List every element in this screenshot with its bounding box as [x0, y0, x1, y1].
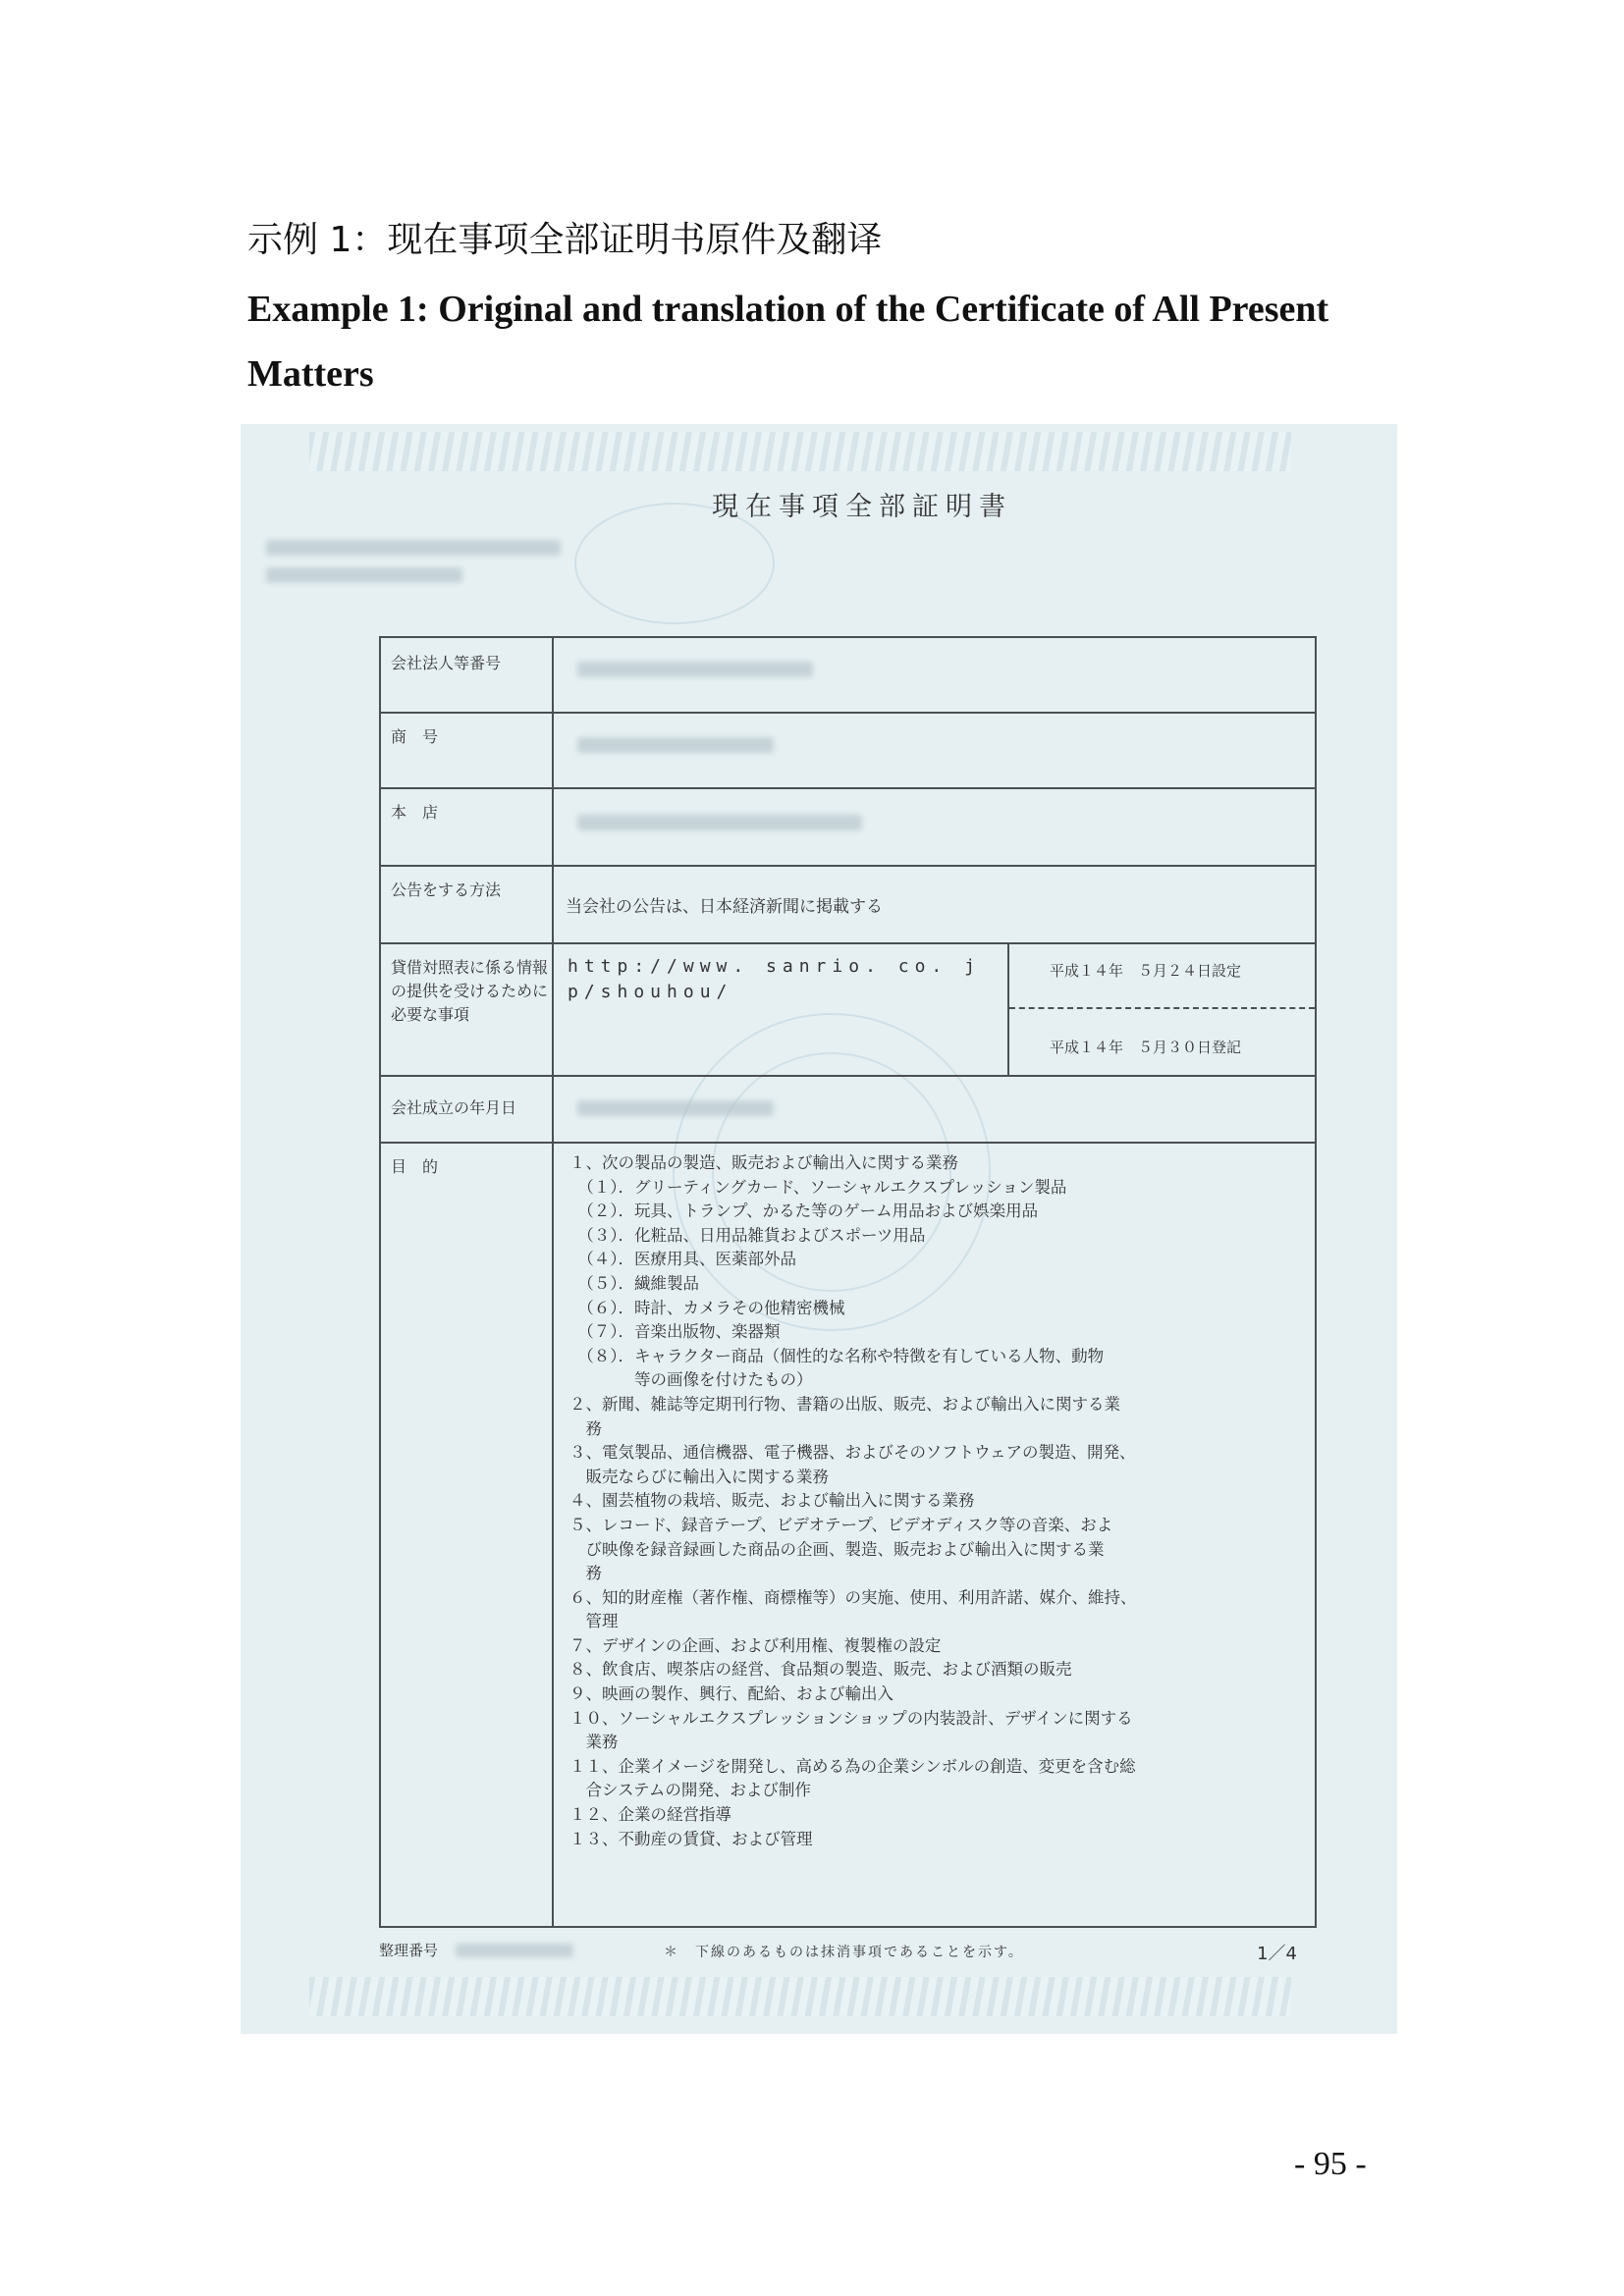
purpose-item: （５）．繊維製品 [569, 1273, 699, 1293]
purpose-item: 合システムの開発、および制作 [569, 1781, 811, 1800]
date-divider [1009, 1007, 1315, 1009]
row-purpose [381, 1142, 1315, 1926]
row-balance-sheet-info [381, 942, 1315, 1077]
decorative-border-top [309, 432, 1291, 471]
label-purpose: 目 的 [381, 1142, 554, 1926]
purpose-item: ８、飲食店、喫茶店の経営、食品類の製造、販売、および酒類の販売 [569, 1660, 1072, 1680]
purpose-item: （３）．化粧品、日用品雑貨およびスポーツ用品 [569, 1225, 926, 1245]
redacted-head-office [577, 815, 862, 830]
purpose-item: １２、企業の経営指導 [569, 1805, 731, 1825]
purpose-item: １、次の製品の製造、販売および輸出入に関する業務 [569, 1153, 958, 1172]
redacted-reference-number [456, 1944, 573, 1957]
purpose-item: び映像を録音録画した商品の企画、製造、販売および輸出入に関する業 [569, 1539, 1105, 1559]
decorative-border-bottom [309, 1977, 1291, 2016]
purpose-list [569, 1151, 1297, 1851]
purpose-item: （２）．玩具、トランプ、かるた等のゲーム用品および娯楽用品 [569, 1201, 1039, 1221]
date-registered: 平成１４年 ５月３０日登記 [1050, 1039, 1242, 1056]
purpose-item: 等の画像を付けたもの） [569, 1370, 813, 1390]
row-head-office [381, 787, 1315, 867]
row-public-notice [381, 865, 1315, 944]
redacted-address [266, 540, 561, 556]
certificate-table [379, 636, 1317, 1928]
redacted-corporate-number [577, 662, 813, 677]
redacted-trade-name [577, 737, 774, 753]
purpose-item: （７）．音楽出版物、楽器類 [569, 1322, 781, 1342]
purpose-item: ２、新聞、雑誌等定期刊行物、書籍の出版、販売、および輸出入に関する業 [569, 1394, 1120, 1414]
certificate-footer [379, 1936, 1317, 1965]
label-trade-name: 商 号 [381, 712, 554, 787]
label-established-date: 会社成立の年月日 [381, 1075, 554, 1142]
purpose-item: 務 [569, 1564, 602, 1583]
purpose-item: ４、園芸植物の栽培、販売、および輸出入に関する業務 [569, 1491, 975, 1511]
row-established-date [381, 1075, 1315, 1144]
heading-chinese: 示例 1：现在事项全部证明书原件及翻译 [247, 220, 883, 260]
row-corporate-number [381, 638, 1315, 714]
certificate-title: 現在事項全部証明書 [712, 492, 1012, 522]
label-balance-sheet-info: 貸借対照表に係る情報の提供を受けるために必要な事項 [381, 942, 554, 1075]
date-set: 平成１４年 ５月２４日設定 [1050, 962, 1242, 980]
certificate-scan [241, 424, 1397, 2034]
heading-english: Example 1: Original and translation of the Certificate of All Present Matters [247, 289, 1329, 395]
purpose-item: ６、知的財産権（著作権、商標権等）の実施、使用、利用許諾、媒介、維持、 [569, 1587, 1137, 1607]
purpose-item: １３、不動産の賃貸、および管理 [569, 1829, 813, 1848]
purpose-item: １１、企業イメージを開発し、高める為の企業シンボルの創造、変更を含む総 [569, 1756, 1136, 1776]
label-corporate-number: 会社法人等番号 [381, 638, 554, 712]
value-balance-sheet-url: http://www. sanrio. co. jp/shouhou/ [568, 956, 981, 1002]
purpose-item: （４）．医療用具、医薬部外品 [569, 1250, 796, 1269]
redacted-established-date [577, 1100, 774, 1116]
purpose-item: 務 [569, 1418, 602, 1438]
purpose-item: ３、電気製品、通信機器、電子機器、およびそのソフトウェアの製造、開発、 [569, 1443, 1136, 1463]
label-head-office: 本 店 [381, 787, 554, 865]
purpose-item: ５、レコード、録音テープ、ビデオテープ、ビデオディスク等の音楽、およ [569, 1515, 1113, 1534]
value-public-notice: 当会社の公告は、日本経済新聞に掲載する [566, 897, 883, 917]
purpose-item: ７、デザインの企画、および利用権、複製権の設定 [569, 1635, 942, 1655]
purpose-item: （８）．キャラクター商品（個性的な名称や特徴を有している人物、動物 [569, 1346, 1105, 1365]
footer-note: ＊ 下線のあるものは抹消事項であることを示す。 [664, 1945, 1024, 1960]
redacted-company-name [266, 567, 462, 583]
purpose-item: 管理 [569, 1612, 619, 1631]
purpose-item: （６）．時計、カメラその他精密機械 [569, 1298, 845, 1317]
footer-page: 1／4 [1257, 1944, 1297, 1964]
purpose-item: （１）．グリーティングカード、ソーシャルエクスプレッション製品 [569, 1177, 1067, 1197]
purpose-item: １０、ソーシャルエクスプレッションショップの内装設計、デザインに関する [569, 1708, 1133, 1728]
purpose-item: 販売ならびに輸出入に関する業務 [569, 1467, 829, 1486]
label-public-notice: 公告をする方法 [381, 865, 554, 942]
purpose-item: 業務 [569, 1733, 619, 1752]
purpose-item: ９、映画の製作、興行、配給、および輸出入 [569, 1684, 893, 1704]
page-number: - 95 - [1294, 2146, 1367, 2182]
row-trade-name [381, 712, 1315, 789]
footer-label: 整理番号 [379, 1942, 439, 1959]
